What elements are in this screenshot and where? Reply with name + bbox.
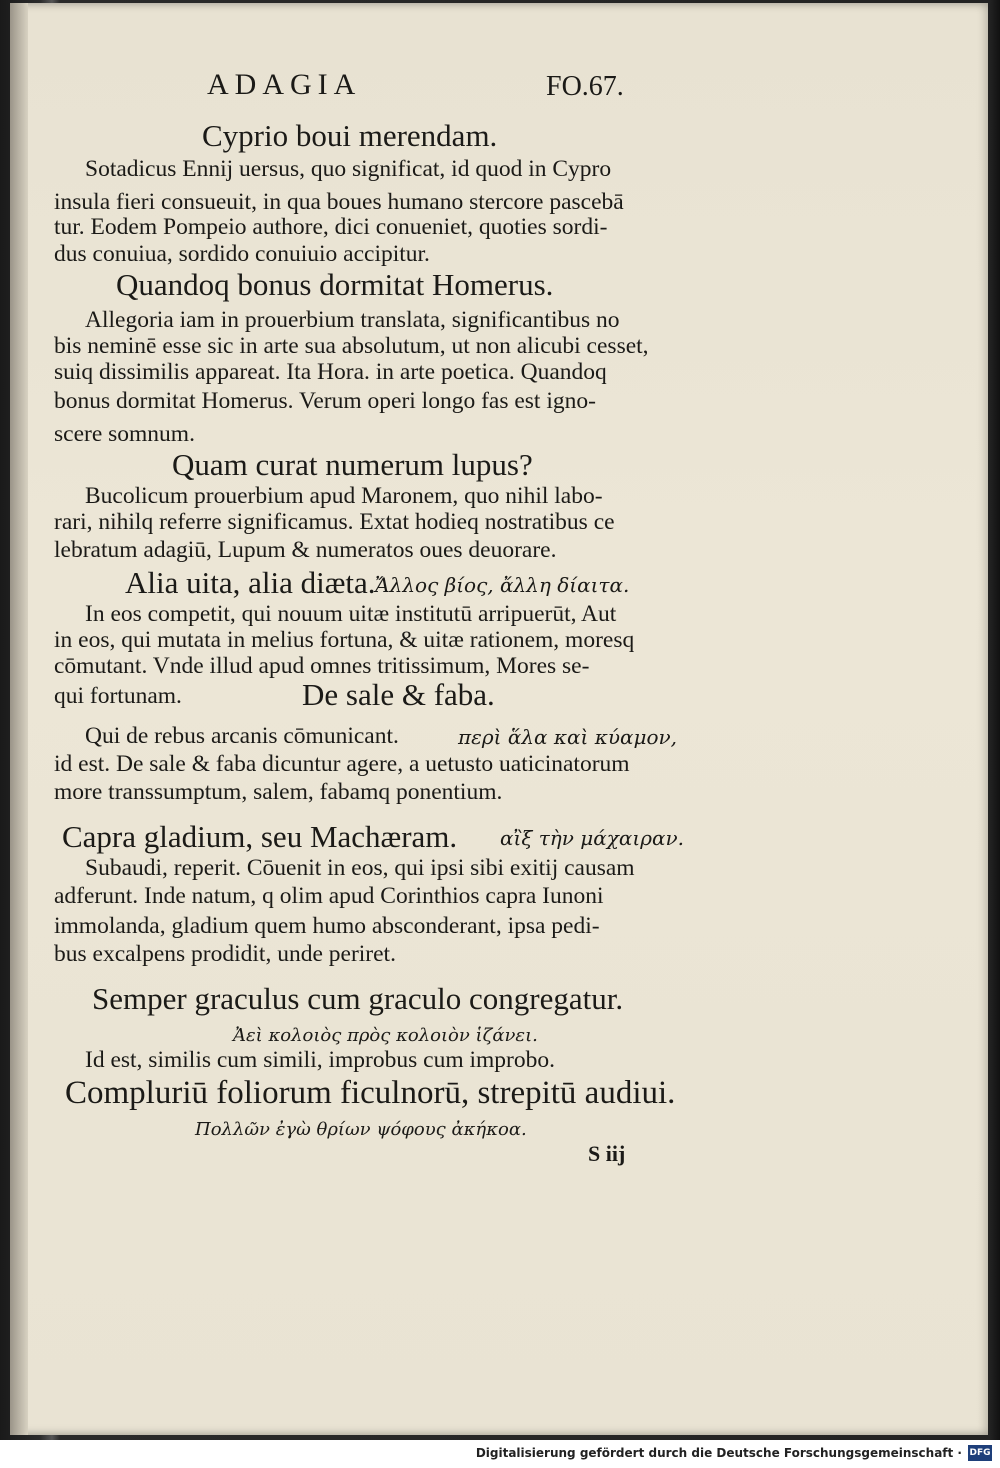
- greek-gloss: αἲξ τὴν μάχαιραν.: [500, 826, 685, 850]
- entry-line: Sotadicus Ennij uersus, quo significat, id quod in Cypro: [85, 156, 612, 182]
- entry-line: scere somnum.: [54, 421, 195, 447]
- entry-line: qui fortunam.: [54, 683, 182, 709]
- entry-title: Alia uita, alia diæta.: [125, 565, 376, 600]
- entry-line: bus excalpens prodidit, unde periret.: [54, 941, 396, 967]
- signature-mark: S iij: [588, 1141, 626, 1166]
- entry-line: cōmutant. Vnde illud apud omnes tritissimum, Mores se-: [54, 653, 590, 679]
- entry-title: Cyprio boui merendam.: [202, 118, 498, 153]
- entry-title: Quam curat numerum lupus?: [172, 447, 533, 482]
- entry-line: lebratum adagiū, Lupum & numeratos oues deuorare.: [54, 537, 557, 563]
- entry-title: De sale & faba.: [302, 677, 495, 712]
- dfg-logo: DFG: [968, 1445, 992, 1461]
- entry-line: Allegoria iam in prouerbium translata, significantibus no: [85, 307, 620, 333]
- entry-line: insula fieri consueuit, in qua boues humano stercore pascebā: [54, 189, 624, 215]
- entry-line: immolanda, gladium quem humo absconderant, ipsa pedi-: [54, 913, 600, 939]
- entry-line: dus conuiua, sordido conuiuio accipitur.: [54, 241, 430, 267]
- entry-line: Qui de rebus arcanis cōmunicant.: [85, 723, 399, 749]
- entry-line: tur. Eodem Pompeio authore, dici conueniet, quoties sordi-: [54, 214, 608, 240]
- folio-number: FO.67.: [546, 71, 624, 102]
- entry-title: Compluriū foliorum ficulnorū, strepitū audiui.: [65, 1075, 676, 1111]
- greek-gloss: Ἄλλος βίος, ἄλλη δίαιτα.: [375, 573, 630, 597]
- entry-line: Id est, similis cum simili, improbus cum improbo.: [85, 1047, 555, 1073]
- greek-gloss: περὶ ἅλα καὶ κύαμον,: [458, 725, 678, 749]
- page-text: [10, 3, 988, 1435]
- funding-credit: Digitalisierung gefördert durch die Deutsche Forschungsgemeinschaft ·: [475, 1446, 962, 1460]
- entry-line: bis neminē esse sic in arte sua absolutum, ut non alicubi cesset,: [54, 333, 649, 359]
- entry-line: adferunt. Inde natum, q olim apud Corinthios capra Iunoni: [54, 883, 604, 909]
- running-title: ADAGIA: [207, 68, 362, 101]
- entry-line: Subaudi, reperit. Cōuenit in eos, qui ipsi sibi exitij causam: [85, 855, 635, 881]
- entry-line: id est. De sale & faba dicuntur agere, a uetusto uaticinatorum: [54, 751, 630, 777]
- entry-line: suiq dissimilis appareat. Ita Hora. in arte poetica. Quandoq: [54, 359, 607, 385]
- entry-line: rari, nihilq referre significamus. Extat hodieq nostratibus ce: [54, 509, 615, 535]
- entry-title: Semper graculus cum graculo congregatur.: [92, 981, 624, 1016]
- entry-title: Quandoq bonus dormitat Homerus.: [116, 267, 554, 302]
- entry-line: more transsumptum, salem, fabamq ponentium.: [54, 779, 503, 805]
- entry-title: Capra gladium, seu Machæram.: [62, 819, 458, 854]
- entry-line: Bucolicum prouerbium apud Maronem, quo nihil labo-: [85, 483, 603, 509]
- footer-bar: [0, 1440, 1000, 1468]
- book-page: [10, 3, 988, 1435]
- entry-line: In eos competit, qui nouum uitæ institutū arripuerūt, Aut: [85, 601, 617, 627]
- greek-gloss: Ἀεὶ κολοιὸς πρὸς κολοιὸν ἱζάνει.: [233, 1025, 538, 1046]
- greek-gloss: Πολλῶν ἐγὼ θρίων ψόφους ἀκήκοα.: [195, 1119, 527, 1140]
- entry-line: in eos, qui mutata in melius fortuna, & uitæ rationem, moresq: [54, 627, 635, 653]
- entry-line: bonus dormitat Homerus. Verum operi longo fas est igno-: [54, 388, 596, 414]
